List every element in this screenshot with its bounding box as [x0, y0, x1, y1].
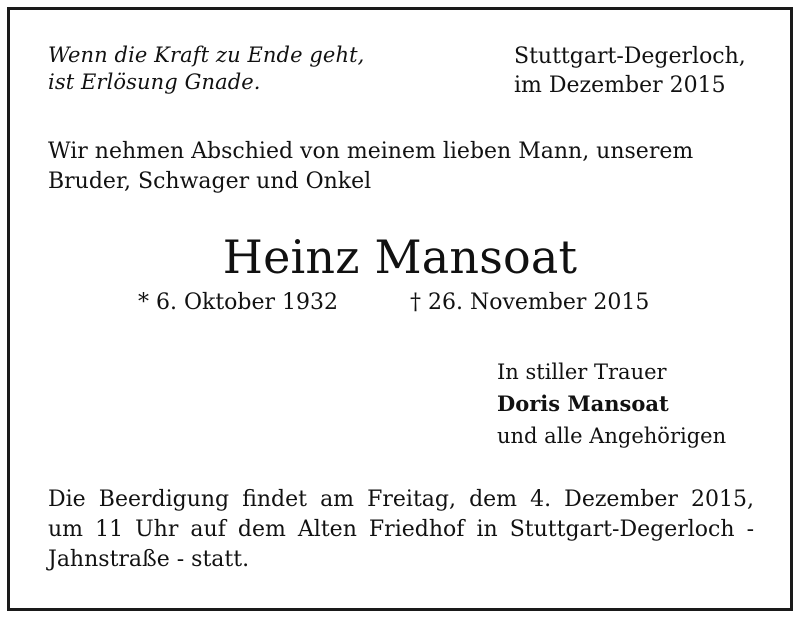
deceased-name: Heinz Mansoat — [222, 230, 578, 284]
funeral-line-2: um 11 Uhr auf dem Alten Friedhof in Stuttgart-Degerloch - — [48, 517, 754, 542]
place-and-date — [514, 42, 746, 100]
death-date: † 26. November 2015 — [410, 290, 650, 315]
motto-line-2: ist Erlösung Gnade. — [48, 70, 261, 94]
funeral-line-1: Die Beerdigung findet am Freitag, dem 4. Dezember 2015, — [48, 487, 754, 512]
mourner-name: Doris Mansoat — [497, 391, 669, 416]
mourning-phrase: In stiller Trauer — [497, 360, 667, 384]
farewell-text — [48, 137, 754, 197]
place-line: Stuttgart-Degerloch, — [514, 44, 746, 69]
farewell-line-2: Bruder, Schwager und Onkel — [48, 169, 372, 194]
motto-line-1: Wenn die Kraft zu Ende geht, — [48, 43, 365, 67]
mourners-signature — [497, 356, 726, 452]
date-line: im Dezember 2015 — [514, 73, 726, 98]
relatives-line: und alle Angehörigen — [497, 424, 727, 448]
funeral-notice — [48, 485, 754, 575]
farewell-line-1: Wir nehmen Abschied von meinem lieben Mann, unserem — [48, 139, 694, 164]
birth-date: * 6. Oktober 1932 — [138, 290, 339, 315]
motto-quote — [48, 42, 364, 96]
funeral-line-3: Jahnstraße - statt. — [48, 547, 250, 572]
